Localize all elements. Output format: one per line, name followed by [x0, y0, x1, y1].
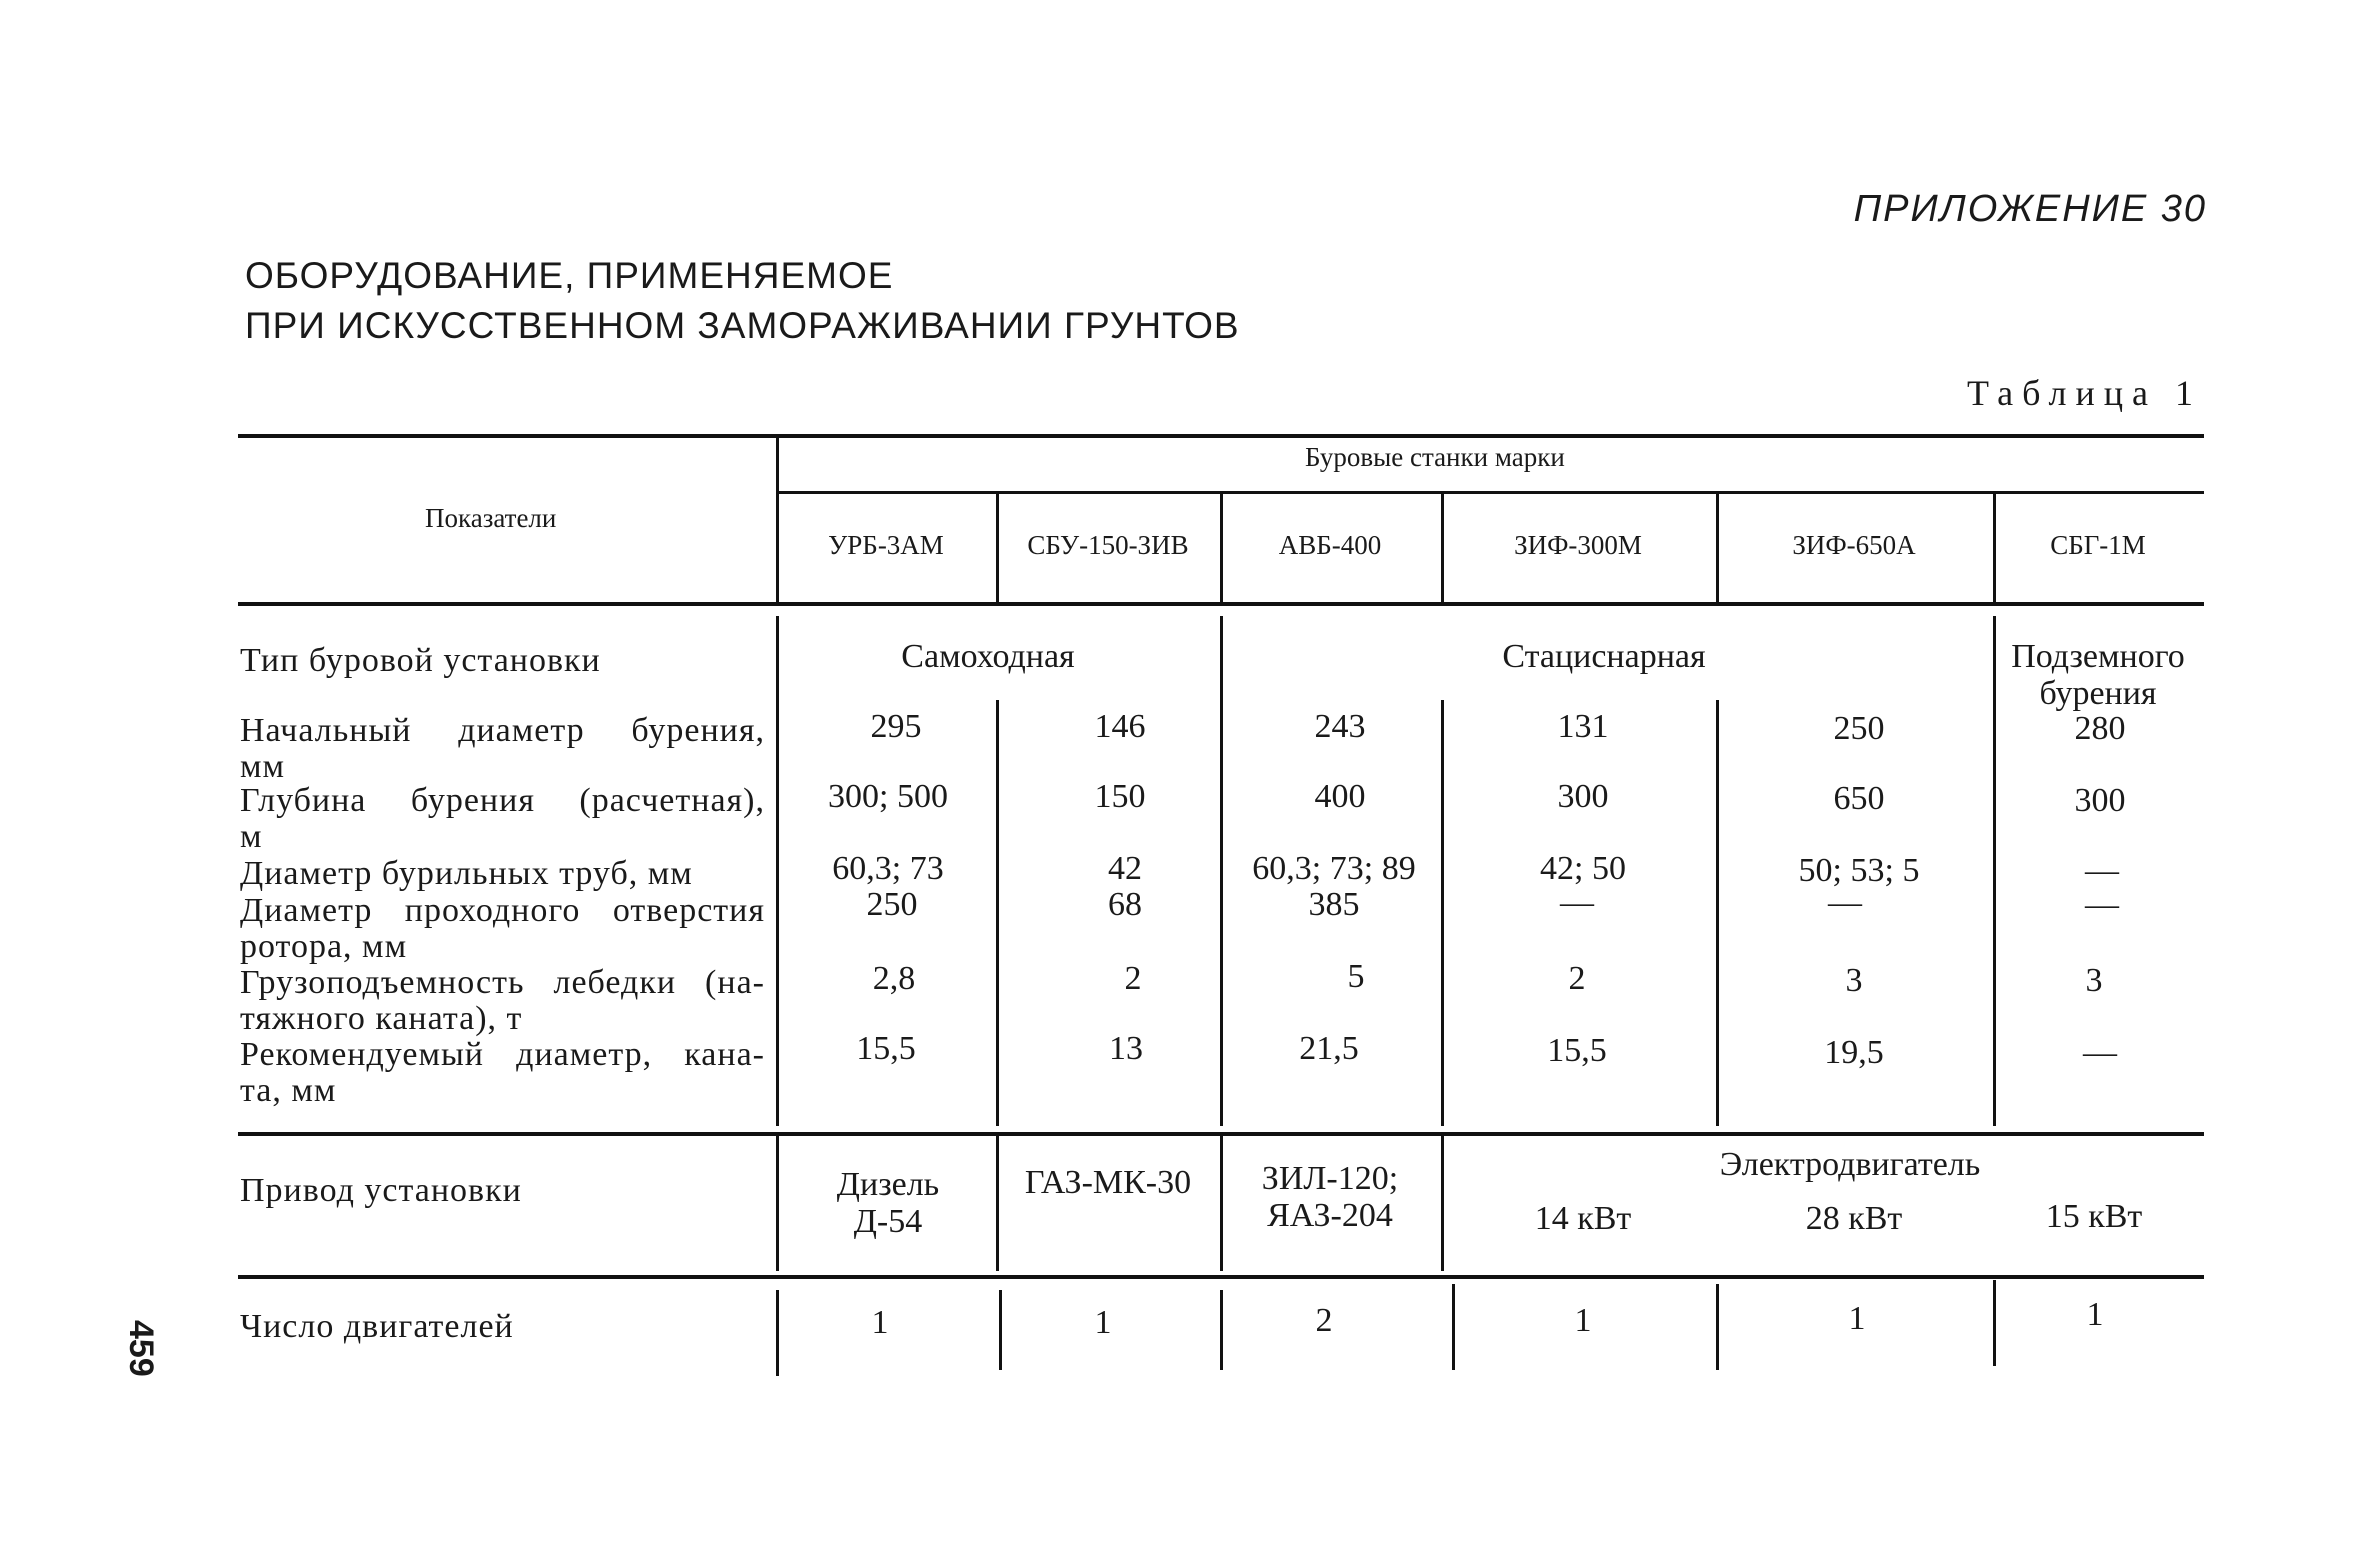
type-self-propelled: Самоходная: [901, 638, 1075, 675]
cell-value: 21,5: [1299, 1030, 1359, 1067]
table-label: Таблица 1: [1967, 373, 2202, 413]
engine-count: 1: [2086, 1296, 2104, 1333]
row-label-continuation: та, мм: [240, 1072, 337, 1109]
label-word: диаметр,: [516, 1036, 653, 1073]
drive-diesel-1: Дизель: [836, 1166, 940, 1203]
row-label-continuation: ротора, мм: [240, 928, 408, 965]
label-word: (на-: [705, 964, 765, 1001]
cell-value: 385: [1308, 886, 1360, 923]
drive-gaz: ГАЗ-МК-30: [1024, 1164, 1192, 1201]
cell-value: 60,3; 73; 89: [1252, 850, 1416, 887]
engine-count: 1: [1094, 1304, 1112, 1341]
cell-value: —: [2085, 886, 2119, 923]
machine-header: ЗИФ-650А: [1792, 530, 1916, 560]
label-word: бурения: [410, 782, 535, 819]
cell-value: 2,8: [872, 960, 916, 997]
cell-value: 13: [1109, 1030, 1143, 1067]
cell-value: 2: [1124, 960, 1142, 997]
body-divider: [1441, 700, 1444, 1126]
header-divider: [1716, 494, 1719, 602]
cell-value: 300: [2074, 782, 2126, 819]
header-bottom-rule: [238, 602, 2204, 606]
cell-value: —: [1828, 884, 1862, 921]
cell-value: 5: [1347, 958, 1365, 995]
drive-kw: 28 кВт: [1805, 1200, 1903, 1237]
machine-header: АВБ-400: [1278, 530, 1382, 560]
label-word: лебедки: [553, 964, 677, 1001]
header-divider: [1993, 494, 1996, 602]
machine-header: СБГ-1М: [2050, 530, 2146, 560]
row-label-pipe-diameter: Диаметр бурильных труб, мм: [240, 855, 693, 892]
body-divider: [996, 700, 999, 1126]
engines-divider: [1220, 1290, 1223, 1370]
machine-header: ЗИФ-300М: [1514, 530, 1642, 560]
cell-value: 60,3; 73: [832, 850, 944, 887]
header-group: Буровые станки марки: [1305, 442, 1565, 472]
row-label-drive: Привод установки: [240, 1172, 522, 1209]
label-word: Рекомендуемый: [240, 1036, 484, 1073]
type-stationary: Стациснарная: [1502, 638, 1706, 675]
engines-divider: [1452, 1284, 1455, 1370]
drive-divider: [1441, 1136, 1444, 1271]
header-divider: [996, 494, 999, 602]
type-underground-1: Подземного: [2011, 638, 2185, 675]
body-divider: [776, 616, 779, 1126]
label-word: (расчетная),: [579, 782, 765, 819]
drive-electric: Электродвигатель: [1719, 1146, 1981, 1183]
cell-value: 42: [1108, 850, 1142, 887]
drive-divider: [996, 1136, 999, 1271]
row-label-continuation: тяжного каната), т: [240, 1000, 523, 1037]
cell-value: 42; 50: [1540, 850, 1626, 887]
cell-value: 150: [1094, 778, 1146, 815]
engines-divider: [776, 1290, 779, 1376]
cell-value: 15,5: [1547, 1032, 1607, 1069]
cell-value: 68: [1108, 886, 1142, 923]
row-label-initial-diameter: [240, 712, 765, 750]
header-divider: [776, 438, 779, 602]
row-label-winch-capacity: [240, 964, 765, 1002]
drive-divider: [1220, 1136, 1223, 1271]
engine-count: 2: [1315, 1302, 1333, 1339]
body-divider: [1716, 700, 1719, 1126]
cell-value: 400: [1314, 778, 1366, 815]
cell-value: 300; 500: [828, 778, 948, 815]
label-word: Глубина: [240, 782, 367, 819]
cell-value: 295: [870, 708, 922, 745]
cell-value: —: [1560, 884, 1594, 921]
cell-value: 50; 53; 5: [1798, 852, 1920, 889]
engine-count: 1: [871, 1304, 889, 1341]
cell-value: 131: [1557, 708, 1609, 745]
drive-kw: 14 кВт: [1534, 1200, 1632, 1237]
cell-value: 3: [1845, 962, 1863, 999]
cell-value: 2: [1568, 960, 1586, 997]
body-divider: [1220, 616, 1223, 1126]
machine-header: УРБ-3АМ: [828, 530, 944, 560]
label-word: кана-: [684, 1036, 765, 1073]
document-title-line1: ОБОРУДОВАНИЕ, ПРИМЕНЯЕМОЕ: [245, 255, 894, 296]
header-divider: [1220, 494, 1223, 602]
label-word: Начальный: [240, 712, 412, 749]
row-label-continuation: мм: [240, 748, 286, 785]
label-word: Грузоподъемность: [240, 964, 525, 1001]
cell-value: 19,5: [1824, 1034, 1884, 1071]
document-title-line2: ПРИ ИСКУССТВЕННОМ ЗАМОРАЖИВАНИИ ГРУНТОВ: [245, 305, 1240, 346]
row-label-continuation: м: [240, 818, 263, 855]
label-word: диаметр: [458, 712, 585, 749]
type-underground-2: бурения: [2039, 675, 2157, 712]
row-label-depth: [240, 782, 765, 820]
label-word: Диаметр: [240, 892, 373, 929]
cell-value: 15,5: [856, 1030, 916, 1067]
cell-value: 280: [2074, 710, 2126, 747]
group-header-rule: [778, 491, 2204, 494]
cell-value: 243: [1314, 708, 1366, 745]
engines-divider: [1716, 1284, 1719, 1370]
cell-value: 3: [2085, 962, 2103, 999]
drive-zil-2: ЯАЗ-204: [1267, 1197, 1393, 1234]
cell-value: —: [2083, 1034, 2117, 1071]
drive-divider: [776, 1136, 779, 1271]
cell-value: 250: [866, 886, 918, 923]
label-word: проходного: [404, 892, 581, 929]
label-word: отверстия: [612, 892, 765, 929]
header-indicators: Показатели: [425, 503, 557, 533]
machine-header: СБУ-150-ЗИВ: [1027, 530, 1189, 560]
engines-divider: [999, 1290, 1002, 1370]
engines-top-rule: [238, 1275, 2204, 1279]
table-top-rule: [238, 434, 2204, 438]
body-divider: [1993, 616, 1996, 1126]
drive-diesel-2: Д-54: [853, 1203, 923, 1240]
row-label-rope-diameter: [240, 1036, 765, 1074]
row-label-rotor-opening: [240, 892, 765, 930]
label-word: бурения,: [631, 712, 765, 749]
engines-divider: [1993, 1280, 1996, 1366]
row-label-engines: Число двигателей: [240, 1308, 514, 1345]
page-number: 459: [122, 1320, 160, 1377]
engine-count: 1: [1574, 1302, 1592, 1339]
engine-count: 1: [1848, 1300, 1866, 1337]
drive-kw: 15 кВт: [2045, 1198, 2143, 1235]
cell-value: 146: [1094, 708, 1146, 745]
cell-value: 650: [1833, 780, 1885, 817]
row-label-type: Тип буровой установки: [240, 642, 601, 679]
cell-value: 300: [1557, 778, 1609, 815]
cell-value: —: [2085, 852, 2119, 889]
header-divider: [1441, 494, 1444, 602]
drive-zil-1: ЗИЛ-120;: [1261, 1160, 1399, 1197]
appendix-label: ПРИЛОЖЕНИЕ 30: [1853, 188, 2207, 230]
cell-value: 250: [1833, 710, 1885, 747]
